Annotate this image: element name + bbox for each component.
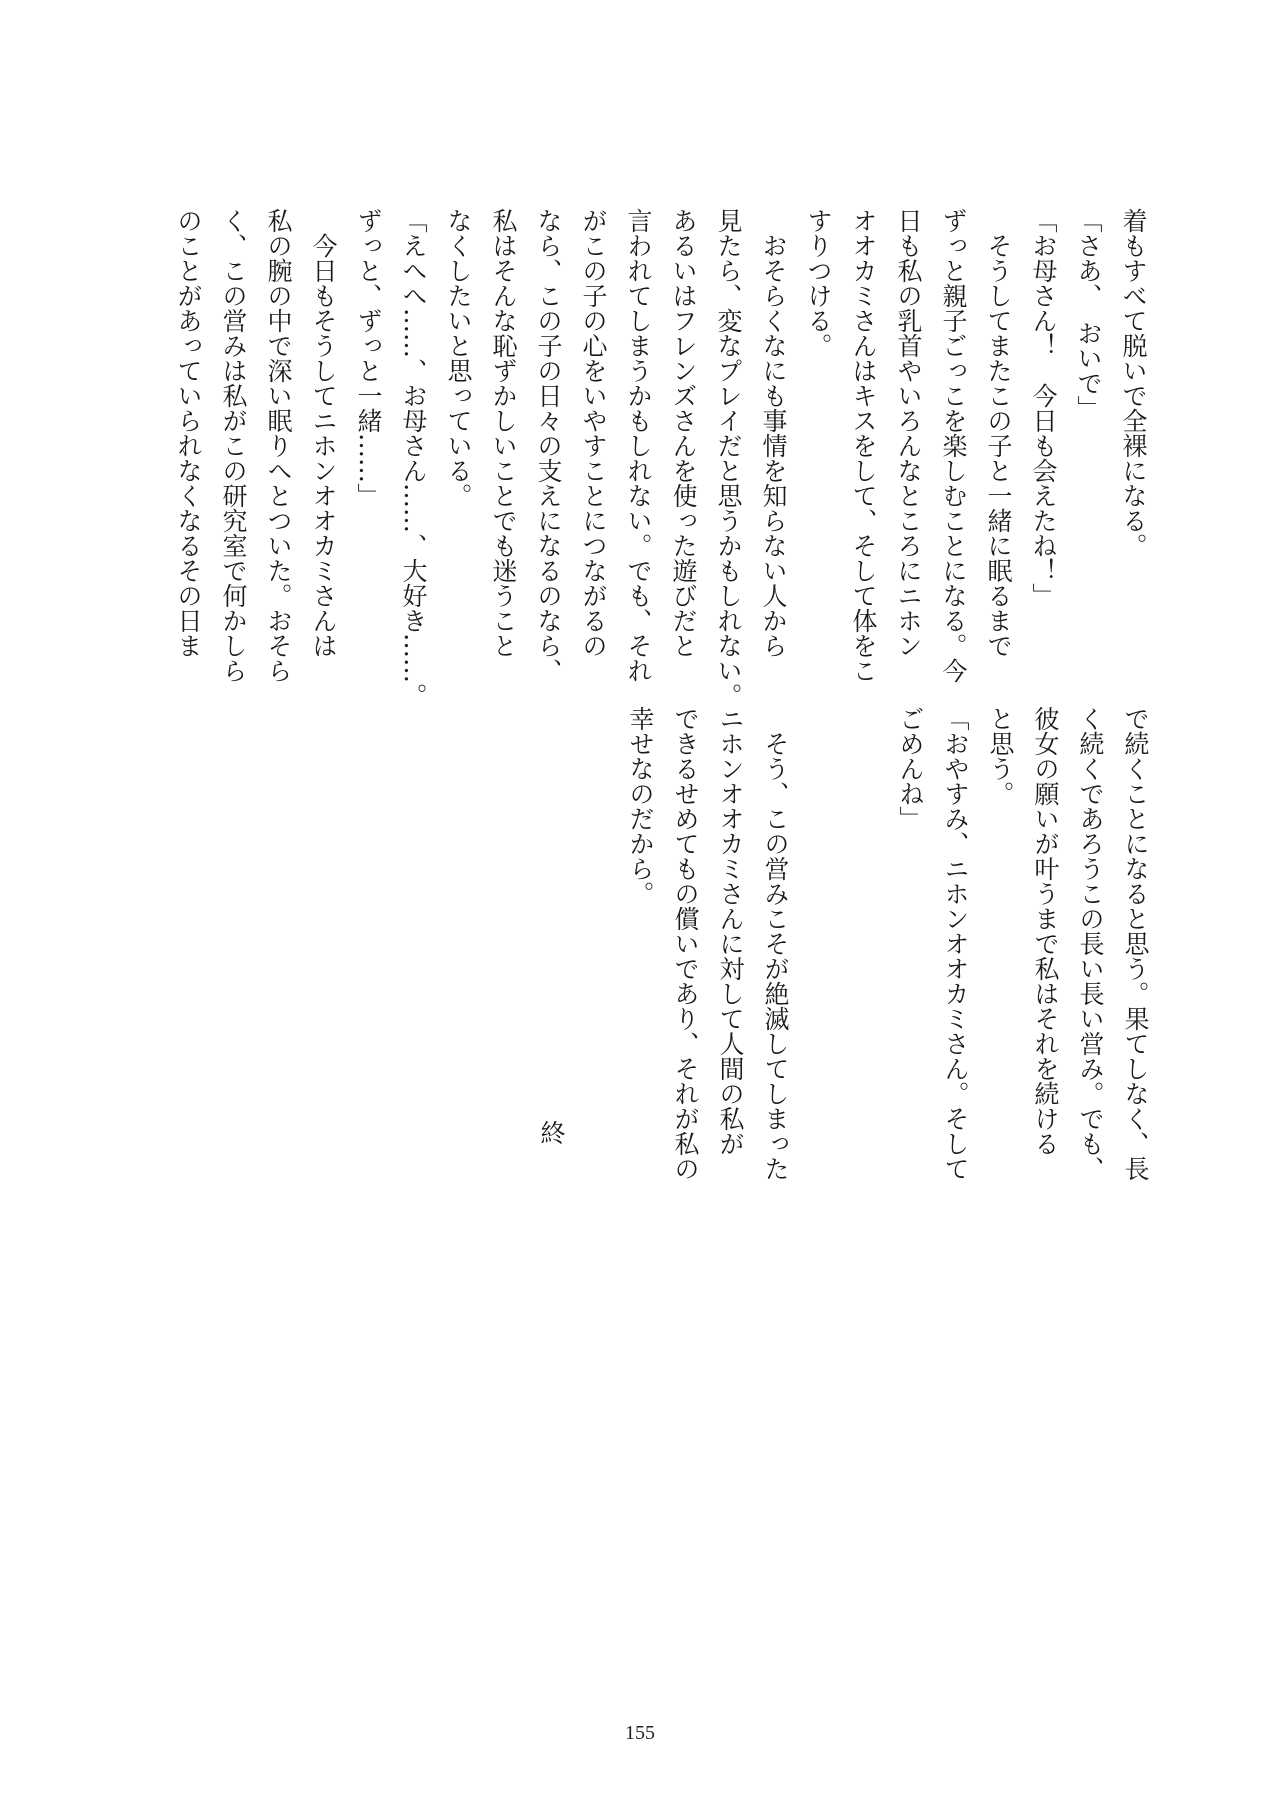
text-column: 「さあ、 おいで」	[1074, 208, 1103, 421]
text-column: で続くことになると思う。果てしなく、長	[1121, 706, 1150, 1181]
text-column: すりつける。	[804, 208, 833, 358]
text-block-top	[166, 208, 1156, 708]
text-column: く、この営みは私がこの研究室で何かしら	[219, 208, 248, 683]
text-column: 見たら、変なプレイだと思うかもしれない。	[714, 208, 743, 708]
text-column: できるせめてもの償いであり、それが私の	[671, 706, 700, 1181]
text-block-bottom	[626, 706, 1158, 1196]
text-column: 今日もそうしてニホンオオカミさんは	[309, 208, 338, 658]
text-column: あるいはフレンズさんを使った遊びだと	[669, 208, 698, 658]
page-number: 155	[625, 1722, 655, 1744]
text-column: 「お母さん！ 今日も会えたね！」	[1029, 208, 1058, 608]
text-column: と思う。	[986, 706, 1015, 806]
text-column: 幸せなのだから。	[626, 706, 655, 906]
end-mark: 終	[537, 1120, 566, 1145]
text-column: 彼女の願いが叶うまで私はそれを続ける	[1031, 706, 1060, 1156]
text-column: ずっと親子ごっこを楽しむことになる。今	[939, 208, 968, 683]
text-column: なくしたいと思っている。	[444, 208, 473, 508]
text-column: 私の腕の中で深い眠りへとついた。おそら	[264, 208, 293, 683]
text-column: 言われてしまうかもしれない。でも、それ	[624, 208, 653, 683]
text-column: なら、この子の日々の支えになるのなら、	[534, 208, 563, 683]
text-column: 「おやすみ、ニホンオオカミさん。そして	[941, 706, 970, 1181]
text-column: ごめんね」	[896, 706, 925, 831]
text-column: 着もすべて脱いで全裸になる。	[1119, 208, 1148, 558]
text-column: ずっと、ずっと一緒……」	[354, 208, 383, 508]
text-column	[798, 706, 843, 1196]
text-column: 日も私の乳首やいろんなところにニホン	[894, 208, 923, 658]
text-column: く続くであろうこの長い長い営み。でも、	[1076, 706, 1105, 1181]
text-column: のことがあっていられなくなるその日ま	[174, 208, 203, 658]
text-column: ニホンオオカミさんに対して人間の私が	[716, 706, 745, 1156]
text-column: オオカミさんはキスをして、そして体をこ	[849, 208, 878, 683]
text-column: そうしてまたこの子と一緒に眠るまで	[984, 208, 1013, 658]
text-column: 「えへへ……、お母さん……、大好き……。	[399, 208, 428, 708]
text-column: そう、この営みこそが絶滅してしまった	[761, 706, 790, 1181]
text-column: おそらくなにも事情を知らない人から	[759, 208, 788, 658]
text-column	[843, 706, 888, 1196]
text-column: がこの子の心をいやすことにつながるの	[579, 208, 608, 658]
text-column: 私はそんな恥ずかしいことでも迷うこと	[489, 208, 518, 658]
